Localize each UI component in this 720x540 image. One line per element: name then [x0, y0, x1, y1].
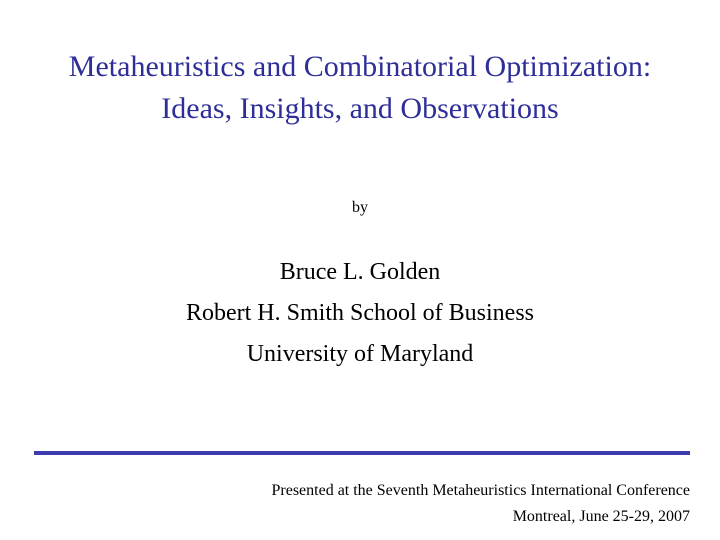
title-line-1: Metaheuristics and Combinatorial Optimization: — [68, 50, 652, 83]
author-school: Robert H. Smith School of Business — [185, 300, 534, 326]
author-block — [0, 252, 720, 375]
author-university: University of Maryland — [246, 341, 474, 367]
title-line-2: Ideas, Insights, and Observations — [161, 92, 559, 125]
slide-title — [0, 46, 720, 130]
footer — [90, 478, 690, 530]
footer-presented: Presented at the Seventh Metaheuristics International Conference — [271, 482, 690, 499]
by-label: by — [352, 199, 368, 216]
footer-location-date: Montreal, June 25-29, 2007 — [512, 508, 690, 525]
divider-line — [34, 451, 690, 455]
author-name: Bruce L. Golden — [279, 259, 441, 285]
